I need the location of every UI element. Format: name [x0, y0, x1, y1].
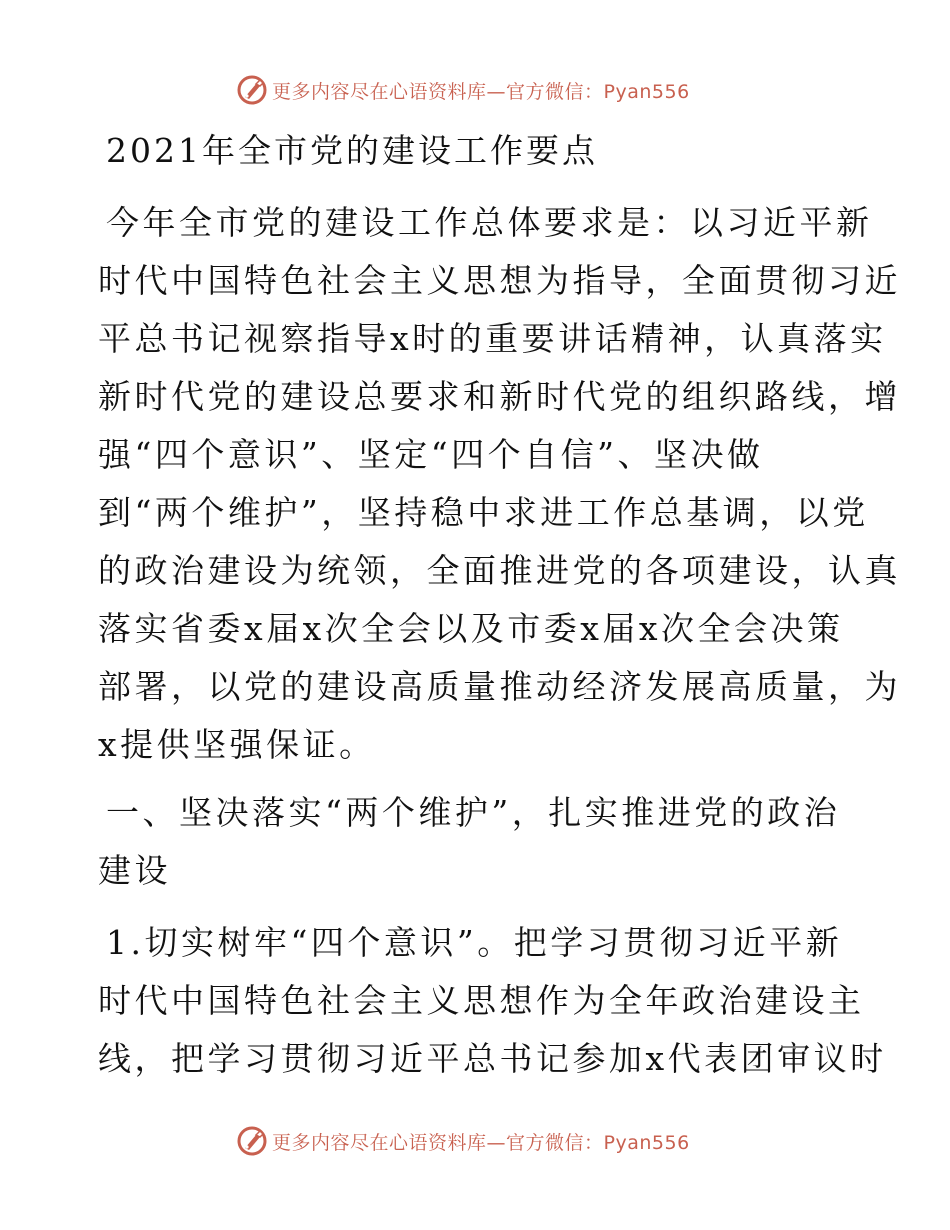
intro-paragraph — [98, 194, 901, 774]
watermark-text — [272, 77, 690, 104]
paragraph-line: 时代中国特色社会主义思想作为全年政治建设主 — [98, 981, 865, 1020]
watermark-text — [272, 1128, 690, 1155]
watermark-footer — [236, 1125, 690, 1157]
watermark-dash: — — [486, 1131, 507, 1154]
heading-line: 建设 — [98, 851, 171, 890]
watermark-site-text: 更多内容尽在心语资料库 — [272, 1131, 487, 1154]
watermark-account-label: 官方微信： — [506, 80, 604, 103]
paragraph-line: 今年全市党的建设工作总体要求是：以习近平新 — [106, 203, 873, 242]
paragraph-line: 1.切实树牢“四个意识”。把学习贯彻习近平新 — [106, 923, 843, 962]
document-body — [98, 122, 901, 1088]
paragraph-line: 时代中国特色社会主义思想为指导，全面贯彻习近 — [98, 261, 901, 300]
watermark-site-text: 更多内容尽在心语资料库 — [272, 80, 487, 103]
paragraph-line: 线，把学习贯彻习近平总书记参加x代表团审议时 — [98, 1039, 887, 1078]
fountain-pen-logo-icon — [236, 74, 268, 106]
paragraph-line: 强“四个意识”、坚定“四个自信”、坚决做 — [98, 435, 764, 474]
paragraph-line: 到“两个维护”，坚持稳中求进工作总基调，以党 — [98, 493, 869, 532]
fountain-pen-logo-icon — [236, 1125, 268, 1157]
heading-line: 一、坚决落实“两个维护”，扎实推进党的政治 — [106, 793, 841, 832]
paragraph-line: 的政治建设为统领，全面推进党的各项建设，认真 — [98, 551, 901, 590]
paragraph-line: 平总书记视察指导x时的重要讲话精神，认真落实 — [98, 319, 887, 358]
watermark-dash: — — [486, 80, 507, 103]
paragraph-line: 落实省委x届x次全会以及市委x届x次全会决策 — [98, 609, 844, 648]
paragraph-line: 新时代党的建设总要求和新时代党的组织路线，增 — [98, 377, 901, 416]
watermark-account-id: Pyan556 — [603, 1131, 690, 1154]
watermark-account-id: Pyan556 — [603, 80, 690, 103]
document-title: 2021年全市党的建设工作要点 — [106, 131, 598, 170]
paragraph-line: x提供坚强保证。 — [98, 725, 376, 764]
watermark-account-label: 官方微信： — [506, 1131, 604, 1154]
paragraph-line: 部署，以党的建设高质量推动经济发展高质量，为 — [98, 667, 901, 706]
section-heading-1 — [98, 784, 858, 900]
watermark-header — [236, 74, 690, 106]
item-paragraph-1 — [98, 914, 887, 1088]
